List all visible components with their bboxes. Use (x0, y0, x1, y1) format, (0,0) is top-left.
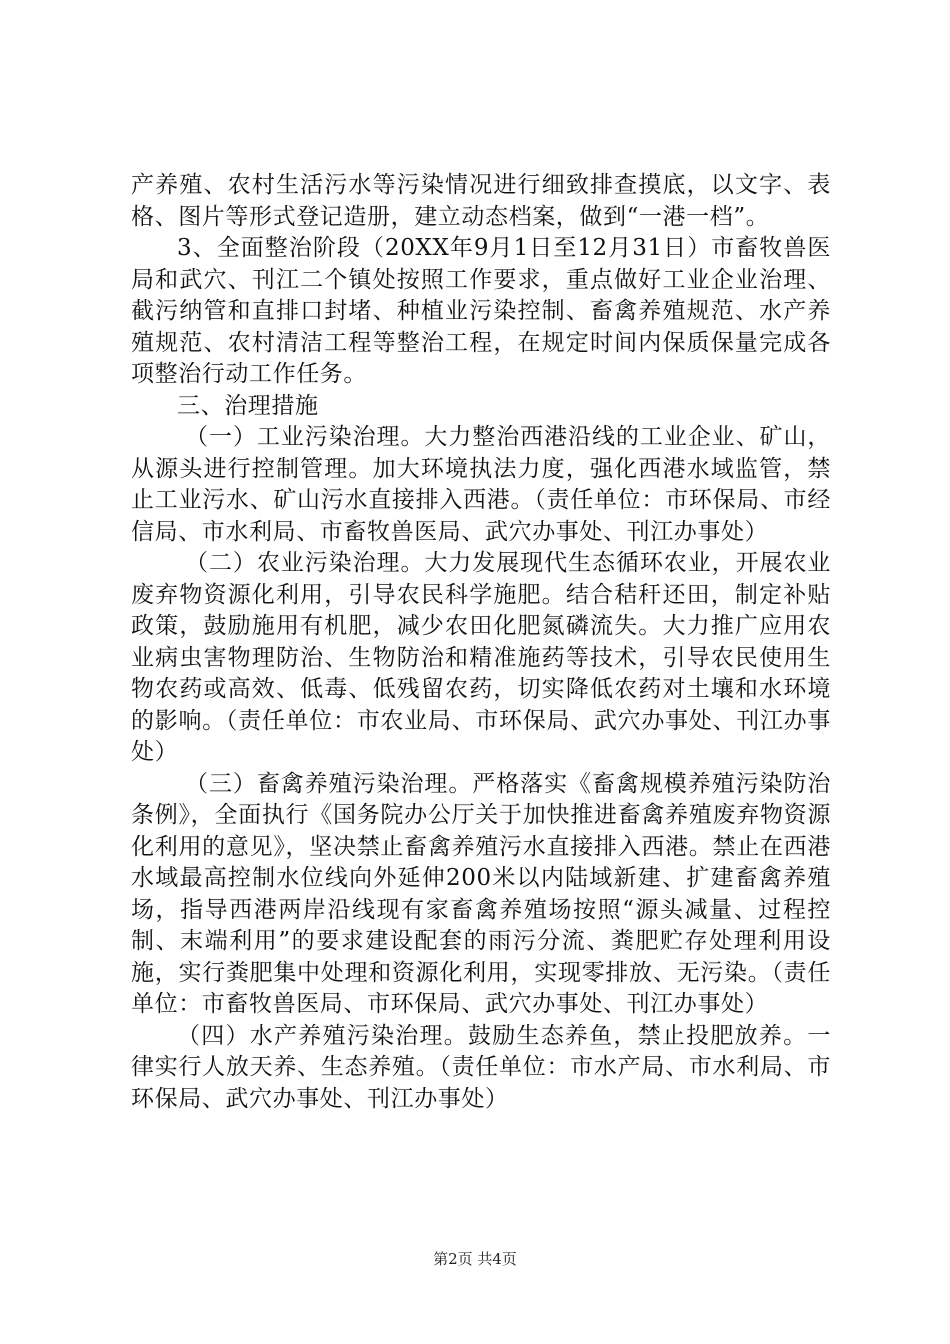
paragraph-phase-3: 3、全面整治阶段（20XX年9月1日至12月31日）市畜牧兽医局和武穴、刊江二个镇处按照工作要求，重点做好工业企业治理、截污纳管和直排口封堵、种植业污染控制、畜禽养殖规范、水产养殖规范、农村清洁工程等整治工程，在规定时间内保质保量完成各项整治行动工作任务。 (131, 235, 831, 387)
section-heading-measures: 三、治理措施 (177, 392, 319, 419)
paragraph-agricultural-pollution: （二）农业污染治理。大力发展现代生态循环农业，开展农业废弃物资源化利用，引导农民科学施肥。结合秸秆还田，制定补贴政策，鼓励施用有机肥，减少农田化肥氮磷流失。大力推广应用农业病虫害物理防治、生物防治和精准施药等技术，引导农民使用生物农药或高效、低毒、低残留农药，切实降低农药对土壤和水环境的影响。（责任单位：市农业局、市环保局、武穴办事处、刊江办事处） (131, 550, 831, 765)
paragraph-livestock-pollution: （三）畜禽养殖污染治理。严格落实《畜禽规模养殖污染防治条例》，全面执行《国务院办公厅关于加快推进畜禽养殖废弃物资源化利用的意见》，坚决禁止畜禽养殖污水直接排入西港。禁止在西港水域最高控制水位线向外延伸200米以内陆域新建、扩建畜禽养殖场，指导西港两岸沿线现有家畜禽养殖场按照“源头减量、过程控制、末端利用”的要求建设配套的雨污分流、粪肥贮存处理利用设施，实行粪肥集中处理和资源化利用，实现零排放、无污染。（责任单位：市畜牧兽医局、市环保局、武穴办事处、刊江办事处） (131, 770, 831, 1017)
document-body (131, 170, 831, 1115)
paragraph-aquaculture-pollution: （四）水产养殖污染治理。鼓励生态养鱼，禁止投肥放养。一律实行人放天养、生态养殖。（责任单位：市水产局、市水利局、市环保局、武穴办事处、刊江办事处） (131, 1022, 831, 1112)
paragraph-continuation: 产养殖、农村生活污水等污染情况进行细致排查摸底，以文字、表格、图片等形式登记造册，建立动态档案，做到“一港一档”。 (131, 172, 831, 230)
paragraph-industrial-pollution: （一）工业污染治理。大力整治西港沿线的工业企业、矿山，从源头进行控制管理。加大环境执法力度，强化西港水域监管，禁止工业污水、矿山污水直接排入西港。（责任单位：市环保局、市经信局、市水利局、市畜牧兽医局、武穴办事处、刊江办事处） (131, 424, 831, 545)
page-footer: 第2页 共4页 (433, 1250, 517, 1268)
